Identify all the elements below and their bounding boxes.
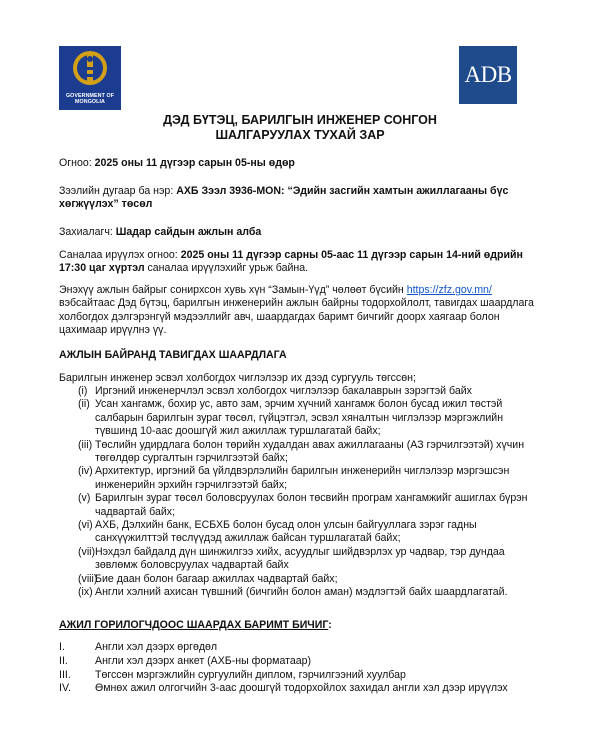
documents-heading-text: АЖИЛ ГОРИЛОГЧДООС ШААРДАХ БАРИМТ БИЧИГ: [59, 619, 329, 631]
list-item: [59, 439, 544, 466]
item-number: (v): [78, 492, 91, 505]
documents-list: [59, 641, 544, 696]
item-number: II.: [59, 654, 68, 667]
title-line-2: ШАЛГАРУУЛАХ ТУХАЙ ЗАР: [215, 128, 385, 142]
list-item: [59, 398, 544, 438]
list-item: [59, 492, 544, 519]
item-text: Иргэний инженерчлэл эсвэл холбогдох чиглэлээр бакалаврын зэрэгтэй байх: [95, 385, 472, 397]
list-item: [59, 385, 544, 398]
intro-part-1: Энэхүү ажлын байрыг сонирхсон хувь хүн “Замын-Үүд” чөлөөт бүсийн: [59, 284, 407, 296]
soyombo-emblem-icon: [59, 46, 121, 92]
item-text: Англи хэл дээрх анкет (АХБ-ны форматаар): [95, 654, 312, 667]
item-number: (iii): [78, 438, 93, 451]
item-number: I.: [59, 641, 65, 653]
date-label: Огноо:: [59, 157, 95, 169]
government-of-mongolia-text: GOVERNMENT OF MONGOLIA: [65, 93, 115, 105]
loan-line: [59, 185, 544, 212]
item-number: (ix): [78, 586, 93, 599]
requirements-lead: Барилгын инженер эсвэл холбогдох чиглэлээр их дээд сургууль төгссөн;: [59, 372, 416, 384]
deadline-suffix: саналаа ирүүлэхийг урьж байна.: [144, 262, 309, 275]
date-value: 2025 оны 11 дүгээр сарын 05-ны өдөр: [94, 157, 295, 169]
requirements-list: [59, 385, 544, 600]
adb-logo: ADB: [459, 46, 517, 104]
item-text: Өмнөх ажил олгогчийн 3-аас доошгүй тодорхойлох захидал англи хэл дээр ирүүлэх: [95, 682, 508, 695]
requirements-heading: АЖЛЫН БАЙРАНД ТАВИГДАХ ШААРДЛАГА: [59, 349, 287, 361]
item-text: Бие даан болон багаар ажиллах чадвартай байх;: [95, 572, 338, 585]
zfz-website-link[interactable]: https://zfz.gov.mn/: [406, 284, 492, 296]
item-number: (iv): [78, 465, 93, 478]
item-number: (i): [78, 385, 88, 397]
list-item: [59, 586, 544, 599]
item-number: (ii): [78, 398, 90, 411]
item-number: III.: [59, 668, 71, 681]
item-number: (vii): [78, 545, 96, 558]
government-of-mongolia-logo: [59, 46, 121, 110]
list-item: [59, 655, 544, 669]
item-number: (vi): [78, 519, 93, 532]
item-text: Төгссөн мэргэжлийн сургуулийн диплом, гэрчилгээний хуулбар: [95, 668, 406, 681]
employer-value: Шадар сайдын ажлын алба: [115, 226, 262, 238]
date-line: [59, 157, 544, 170]
list-item: [59, 573, 544, 586]
list-item: [59, 465, 544, 492]
deadline-label: Саналаа ирүүлэх огноо:: [59, 249, 181, 261]
intro-paragraph: [59, 284, 544, 338]
item-text: Англи хэл дээрх өргөдөл: [95, 641, 218, 653]
list-item: [59, 519, 544, 546]
deadline-line: [59, 249, 544, 276]
list-item: [59, 669, 544, 683]
item-text: Архитектур, иргэний ба үйлдвэрлэлийн барилгын инженерийн чиглэлээр мэргэшсэн инженерийн эрхийн гэрчилгээтэй байх;: [95, 465, 510, 491]
item-number: IV.: [59, 682, 71, 695]
item-text: Англи хэлний ахисан түвшний (бичгийн болон аман) мэдлэгтэй байх шаардлагатай.: [95, 586, 508, 599]
loan-value: АХБ Зээл 3936-MON: “Эдийн засгийн хамтын ажиллагааны бүс хөгжүүлэх” төсөл: [59, 185, 509, 211]
item-text: АХБ, Дэлхийн банк, ЕСБХБ болон бусад олон улсын байгууллага зэрэг гадны санхүүжилттэй төслүүдэд ажиллаж байсан туршлагатай байх;: [95, 519, 477, 545]
item-text: Усан хангамж, бохир ус, авто зам, эрчим хүчний хангамж болон бусад ижил төстэй салбарын барилгын зураг төсөл, гүйцэтгэл, эсвэл хяналтын чиглэлээр мэргэжлийн түвшинд 10-аас доошгүй жил ажиллаж туршлагатай байх;: [95, 398, 504, 438]
documents-heading-suffix: :: [328, 619, 332, 631]
list-item: [59, 682, 544, 696]
intro-part-2: вэбсайтаас Дэд бүтэц, барилгын инженерийн ажлын байрны тодорхойлолт, тавигдах шаардлага холбогдох дэлгэрэнгүй мэдээллийг авч, шаардагдах баримт бичгийг доорх хаягаар болон цахимаар ирүүлнэ үү.: [59, 297, 534, 337]
list-item: [59, 546, 544, 573]
title-line-1: ДЭД БҮТЭЦ, БАРИЛГЫН ИНЖЕНЕР СОНГОН: [163, 113, 437, 127]
item-text: Нэхдэл байдалд дүн шинжилгээ хийх, асуудлыг шийдвэрлэх ур чадвар, тэр дундаа зөвлөмж боловсруулах чадвартай байх: [95, 545, 505, 572]
item-text: Төслийн удирдлага болон төрийн худалдан авах ажиллагааны (АЗ гэрчилгээтэй) хүчин төгөлдөр сургалтын гэрчилгээтэй байх;: [95, 438, 525, 465]
item-number: (viii): [78, 572, 98, 585]
list-item: [59, 641, 544, 655]
employer-line: [59, 226, 544, 239]
employer-label: Захиалагч:: [59, 226, 116, 238]
announcement-title: [0, 113, 600, 143]
loan-label: Зээлийн дугаар ба нэр:: [59, 185, 177, 197]
documents-heading: [59, 619, 332, 632]
deadline-value: 2025 оны 11 дүгээр сарны 05-аас 11 дүгээр сарын 14-ний өдрийн 17:30 цаг хүртэл: [59, 249, 523, 275]
item-text: Барилгын зураг төсөл боловсруулах болон төсвийн програм хангамжийг ашиглах бүрэн чадвартай байх;: [95, 492, 528, 518]
